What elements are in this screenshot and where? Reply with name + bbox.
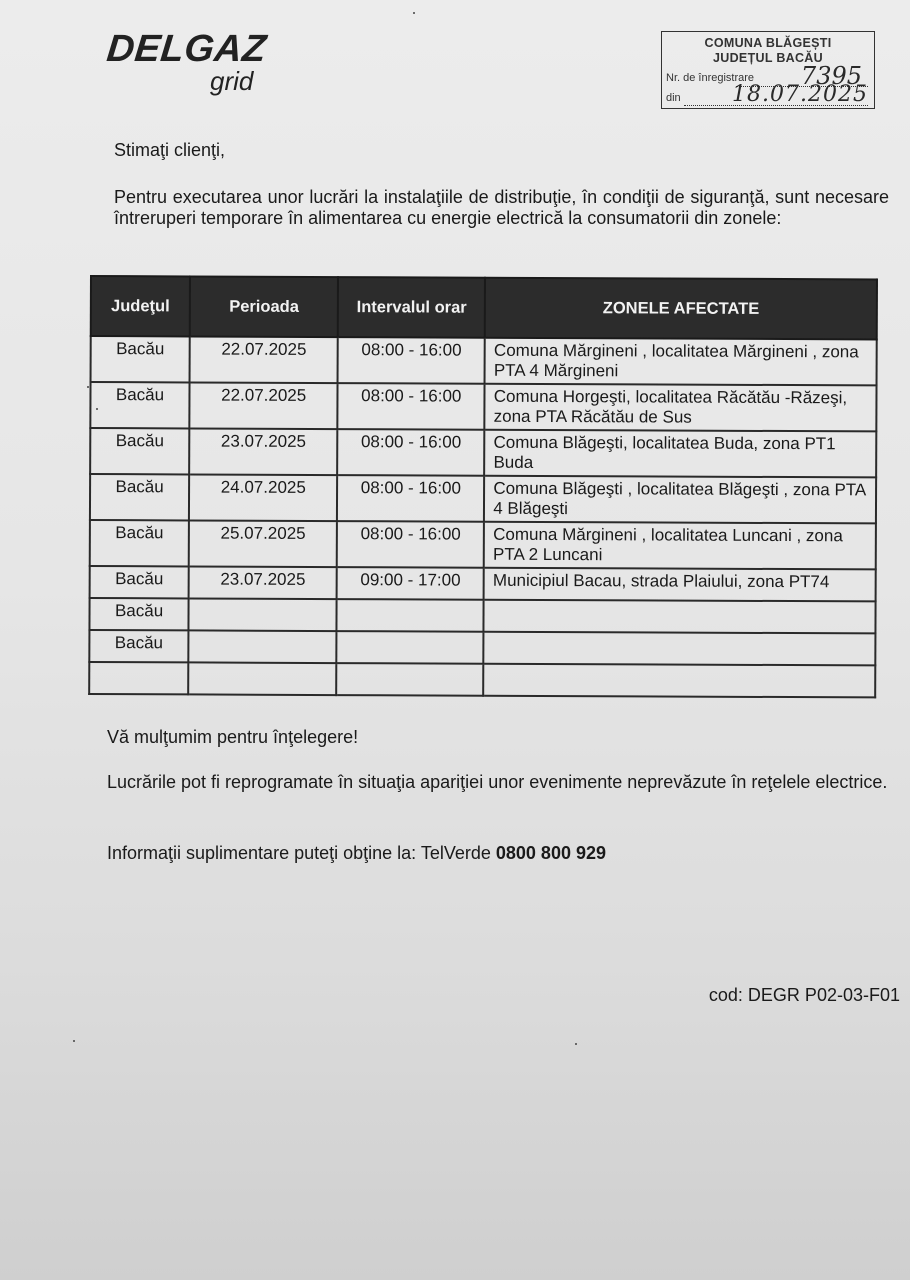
table-row <box>90 428 876 477</box>
table-header-row <box>91 276 877 339</box>
cell-interval: 08:00 - 16:00 <box>338 337 485 384</box>
cell-interval: 08:00 - 16:00 <box>338 383 485 430</box>
table-row <box>89 662 875 697</box>
logo-sub-text: grid <box>210 66 254 96</box>
outage-schedule-table <box>88 275 878 698</box>
info-prefix: Informaţii suplimentare puteţi obţine la: TelVerde <box>107 843 496 863</box>
cell-county: Bacău <box>90 566 189 598</box>
cell-period: 25.07.2025 <box>189 520 337 567</box>
paper-speck <box>87 386 89 388</box>
stamp-reg-label: Nr. de înregistrare <box>666 72 755 84</box>
cell-zones: Comuna Blăgeşti , localitatea Blăgeşti , zona PTA 4 Blăgeşti <box>484 476 876 524</box>
table-row <box>89 598 875 633</box>
paper-speck <box>73 1040 75 1042</box>
cell-period: 22.07.2025 <box>189 382 337 429</box>
cell-county: Bacău <box>90 382 189 428</box>
cell-period: 23.07.2025 <box>189 428 337 475</box>
cell-county <box>89 662 188 694</box>
registration-stamp <box>661 31 875 109</box>
cell-interval <box>337 599 484 632</box>
cell-zones: Comuna Blăgeşti, localitatea Buda, zona PT1 Buda <box>484 430 876 478</box>
info-line <box>107 843 606 864</box>
header-interval: Intervalul orar <box>338 277 485 338</box>
table-row <box>89 630 875 665</box>
cell-county: Bacău <box>90 474 189 520</box>
table-row <box>90 520 876 569</box>
thanks-text: Vă mulţumim pentru înţelegere! <box>107 727 359 747</box>
cell-county: Bacău <box>89 598 188 630</box>
paper-speck <box>96 408 98 410</box>
cell-interval: 08:00 - 16:00 <box>337 475 484 522</box>
table-row <box>91 336 877 385</box>
table-row <box>90 566 876 601</box>
cell-county: Bacău <box>90 520 189 566</box>
header-county: Judeţul <box>91 276 190 336</box>
cell-period <box>188 630 336 663</box>
stamp-county: JUDEȚUL BACĂU <box>713 51 823 65</box>
logo-main-text: DELGAZ <box>104 28 269 70</box>
cell-zones: Comuna Mărgineni , localitatea Mărgineni , zona PTA 4 Mărgineni <box>485 338 877 386</box>
cell-county: Bacău <box>90 428 189 474</box>
cell-county: Bacău <box>89 630 188 662</box>
stamp-reg-number: 7395 <box>800 62 862 90</box>
cell-interval: 08:00 - 16:00 <box>337 521 484 568</box>
table-row <box>90 382 876 431</box>
table-row <box>90 474 876 523</box>
stamp-commune: COMUNA BLĂGEȘTI <box>704 36 832 50</box>
cell-interval <box>337 663 484 696</box>
cell-zones <box>484 632 876 666</box>
cell-zones: Municipiul Bacau, strada Plaiului, zona PT74 <box>484 568 876 602</box>
cell-interval: 08:00 - 16:00 <box>337 429 484 476</box>
paper-speck <box>413 12 415 14</box>
intro-paragraph: Pentru executarea unor lucrări la instalaţiile de distribuţie, în condiţii de siguranţă, sunt necesare întreruperi temporare în alimentarea cu energie electrică la consumatorii din zonele: <box>114 187 889 228</box>
cell-interval <box>337 631 484 664</box>
cell-period <box>189 598 337 631</box>
stamp-date-value: 18.07.2025 <box>732 82 868 107</box>
cell-zones <box>483 664 875 698</box>
cell-county: Bacău <box>91 336 190 382</box>
delgaz-grid-logo <box>104 28 287 102</box>
cell-zones <box>484 600 876 634</box>
paper-speck <box>575 1043 577 1045</box>
document-code: cod: DEGR P02-03-F01 <box>708 985 900 1005</box>
cell-interval: 09:00 - 17:00 <box>337 567 484 600</box>
cell-period: 24.07.2025 <box>189 474 337 521</box>
cell-zones: Comuna Mărgineni , localitatea Luncani , zona PTA 2 Luncani <box>484 522 876 570</box>
reschedule-notice: Lucrările pot fi reprogramate în situaţia apariţiei unor evenimente neprevăzute în reţelele electrice. <box>107 772 888 792</box>
header-period: Perioada <box>190 276 339 337</box>
telverde-phone: 0800 800 929 <box>495 843 606 863</box>
salutation: Stimaţi clienţi, <box>114 140 226 160</box>
stamp-date-label: din <box>666 92 681 104</box>
cell-zones: Comuna Horgeşti, localitatea Răcătău -Răzeşi, zona PTA Răcătău de Sus <box>485 384 877 432</box>
header-zones: ZONELE AFECTATE <box>485 278 877 340</box>
cell-period <box>188 662 336 695</box>
cell-period: 22.07.2025 <box>190 336 338 383</box>
cell-period: 23.07.2025 <box>189 566 337 599</box>
